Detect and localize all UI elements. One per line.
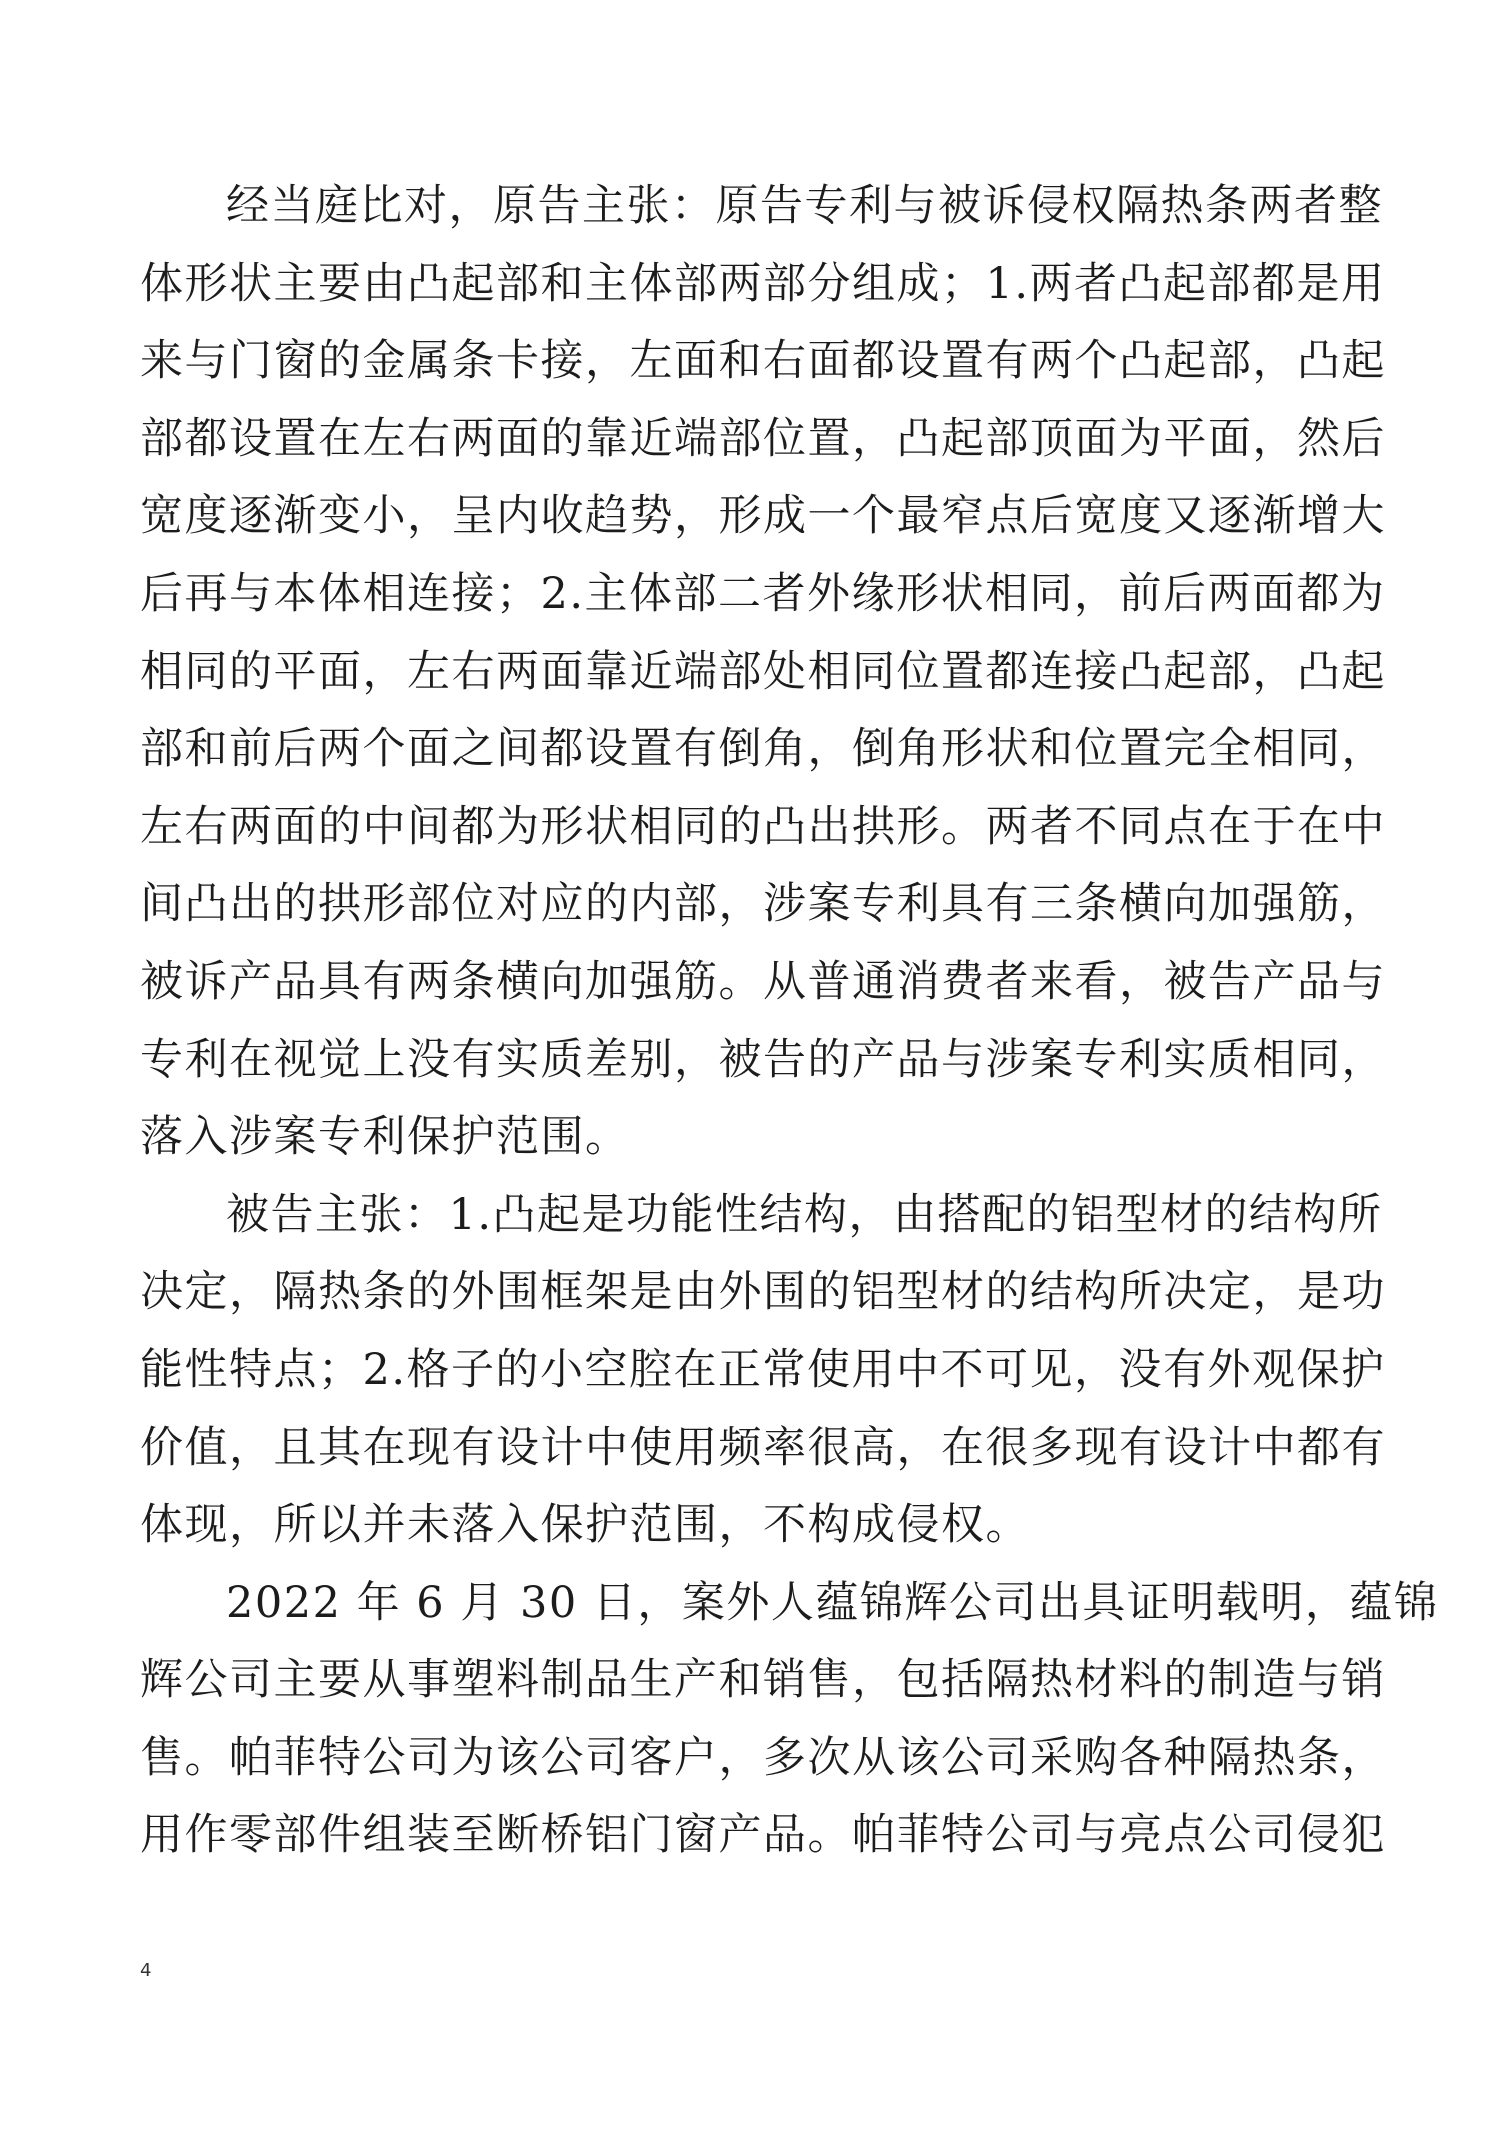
- text-line: 体形状主要由凸起部和主体部两部分组成；1.两者凸起部都是用: [140, 258, 1386, 309]
- text-line: 售。帕菲特公司为该公司客户，多次从该公司采购各种隔热条，: [140, 1732, 1386, 1783]
- paragraph-third-party-certificate: [140, 1565, 1439, 1875]
- text-line: 后再与本体相连接；2.主体部二者外缘形状相同，前后两面都为: [140, 568, 1386, 619]
- text-line: 被告主张：1.凸起是功能性结构，由搭配的铝型材的结构所: [226, 1189, 1383, 1240]
- text-line: 来与门窗的金属条卡接，左面和右面都设置有两个凸起部，凸起: [140, 336, 1386, 387]
- text-line: 辉公司主要从事塑料制品生产和销售，包括隔热材料的制造与销: [140, 1655, 1386, 1706]
- text-line: 部和前后两个面之间都设置有倒角，倒角形状和位置完全相同，: [140, 724, 1386, 775]
- text-line: 经当庭比对，原告主张：原告专利与被诉侵权隔热条两者整: [226, 181, 1383, 231]
- text-line: 决定，隔热条的外围框架是由外围的铝型材的结构所决定，是功: [140, 1267, 1386, 1318]
- text-line: 落入涉案专利保护范围。: [140, 1112, 630, 1163]
- document-body: [140, 168, 1439, 1875]
- paragraph-plaintiff-claim: [140, 168, 1386, 1177]
- text-line: 用作零部件组装至断桥铝门窗产品。帕菲特公司与亮点公司侵犯: [140, 1810, 1386, 1861]
- text-line: 被诉产品具有两条横向加强筋。从普通消费者来看，被告产品与: [140, 956, 1386, 1007]
- text-line: 相同的平面，左右两面靠近端部处相同位置都连接凸起部，凸起: [140, 646, 1386, 697]
- text-line: 间凸出的拱形部位对应的内部，涉案专利具有三条横向加强筋，: [140, 879, 1386, 930]
- text-line: 2022 年 6 月 30 日，案外人蕴锦辉公司出具证明载明，蕴锦: [226, 1577, 1439, 1628]
- text-line: 专利在视觉上没有实质差别，被告的产品与涉案专利实质相同，: [140, 1034, 1386, 1085]
- text-line: 部都设置在左右两面的靠近端部位置，凸起部顶面为平面，然后: [140, 413, 1386, 464]
- page-number: 4: [140, 1960, 152, 1981]
- text-line: 左右两面的中间都为形状相同的凸出拱形。两者不同点在于在中: [140, 801, 1386, 852]
- text-line: 体现，所以并未落入保护范围，不构成侵权。: [140, 1500, 1030, 1551]
- text-line: 价值，且其在现有设计中使用频率很高，在很多现有设计中都有: [140, 1422, 1386, 1473]
- text-line: 能性特点；2.格子的小空腔在正常使用中不可见，没有外观保护: [140, 1344, 1386, 1395]
- text-line: 宽度逐渐变小，呈内收趋势，形成一个最窄点后宽度又逐渐增大: [140, 491, 1386, 542]
- paragraph-defendant-claim: [140, 1177, 1386, 1565]
